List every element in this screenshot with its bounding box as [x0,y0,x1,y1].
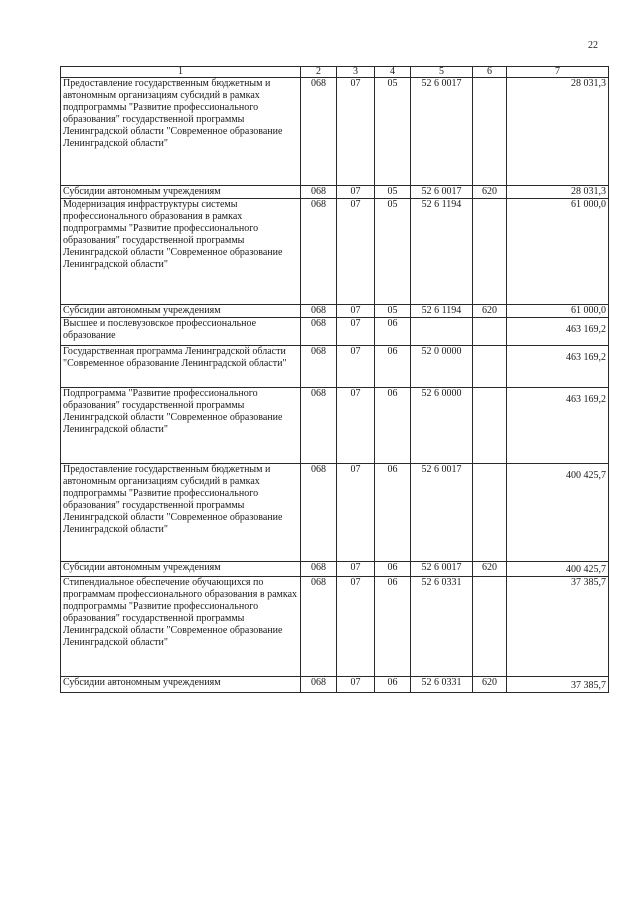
cell-target-article: 52 0 0000 [411,346,473,388]
cell-subsection: 06 [375,346,411,388]
row-name: Субсидии автономным учреждениям [61,562,301,577]
cell-expense-type [473,346,507,388]
cell-admin-code: 068 [301,346,337,388]
row-name: Предоставление государственным бюджетным и автономным организациям субсидий в рамках подпрограммы "Развитие профессионального образования" государственной программы Ленинградской области "Современное образование Ленинградской области" [61,78,301,186]
cell-amount: 37 385,7 [507,577,609,677]
page-number: 22 [588,40,598,51]
cell-section: 07 [337,577,375,677]
cell-amount: 28 031,3 [507,78,609,186]
cell-subsection: 06 [375,318,411,346]
cell-target-article: 52 6 0331 [411,677,473,693]
row-name: Государственная программа Ленинградской области "Современное образование Ленинградской области" [61,346,301,388]
cell-expense-type: 620 [473,305,507,318]
cell-admin-code: 068 [301,464,337,562]
cell-admin-code: 068 [301,388,337,464]
cell-subsection: 06 [375,464,411,562]
table-row [61,346,609,388]
cell-target-article: 52 6 0017 [411,464,473,562]
row-name: Субсидии автономным учреждениям [61,186,301,199]
header-col-3: 3 [337,67,375,78]
cell-expense-type [473,464,507,562]
cell-subsection: 05 [375,199,411,305]
row-name: Подпрограмма "Развитие профессионального образования" государственной программы Ленинградской области "Современное образование Ленинградской области" [61,388,301,464]
header-row [61,67,609,78]
cell-admin-code: 068 [301,562,337,577]
cell-expense-type [473,318,507,346]
cell-section: 07 [337,562,375,577]
row-name: Модернизация инфраструктуры системы профессионального образования в рамках подпрограммы "Развитие профессионального образования" государственной программы Ленинградской области "Современное образование Ленинградской области" [61,199,301,305]
cell-amount: 463 169,2 [507,388,609,464]
cell-subsection: 06 [375,562,411,577]
cell-target-article: 52 6 0017 [411,186,473,199]
cell-section: 07 [337,677,375,693]
cell-admin-code: 068 [301,677,337,693]
header-col-1: 1 [61,67,301,78]
cell-admin-code: 068 [301,186,337,199]
cell-admin-code: 068 [301,577,337,677]
cell-amount: 400 425,7 [507,464,609,562]
table-row [61,677,609,693]
header-col-2: 2 [301,67,337,78]
cell-admin-code: 068 [301,305,337,318]
table-row [61,318,609,346]
cell-amount: 400 425,7 [507,562,609,577]
cell-section: 07 [337,318,375,346]
cell-target-article: 52 6 0331 [411,577,473,677]
cell-subsection: 06 [375,577,411,677]
cell-target-article: 52 6 1194 [411,199,473,305]
row-name: Субсидии автономным учреждениям [61,305,301,318]
header-col-4: 4 [375,67,411,78]
cell-section: 07 [337,346,375,388]
table-row [61,199,609,305]
cell-admin-code: 068 [301,199,337,305]
cell-subsection: 05 [375,305,411,318]
table-row [61,577,609,677]
cell-section: 07 [337,388,375,464]
header-col-7: 7 [507,67,609,78]
table-row [61,305,609,318]
cell-admin-code: 068 [301,318,337,346]
cell-expense-type [473,199,507,305]
cell-amount: 28 031,3 [507,186,609,199]
budget-table [60,66,609,693]
cell-subsection: 05 [375,186,411,199]
cell-section: 07 [337,464,375,562]
cell-expense-type: 620 [473,186,507,199]
table-row [61,388,609,464]
header-col-5: 5 [411,67,473,78]
cell-admin-code: 068 [301,78,337,186]
cell-section: 07 [337,186,375,199]
cell-amount: 463 169,2 [507,318,609,346]
cell-expense-type [473,577,507,677]
cell-target-article: 52 6 0017 [411,78,473,186]
cell-section: 07 [337,305,375,318]
cell-target-article: 52 6 1194 [411,305,473,318]
cell-target-article: 52 6 0000 [411,388,473,464]
cell-target-article [411,318,473,346]
cell-amount: 61 000,0 [507,199,609,305]
cell-subsection: 05 [375,78,411,186]
row-name: Стипендиальное обеспечение обучающихся по программам профессионального образования в рамках подпрограммы "Развитие профессионального образования" государственной программы Ленинградской области "Современное образование Ленинградской области" [61,577,301,677]
cell-amount: 61 000,0 [507,305,609,318]
cell-amount: 463 169,2 [507,346,609,388]
cell-amount: 37 385,7 [507,677,609,693]
cell-subsection: 06 [375,388,411,464]
header-col-6: 6 [473,67,507,78]
table-row [61,464,609,562]
cell-section: 07 [337,199,375,305]
row-name: Субсидии автономным учреждениям [61,677,301,693]
row-name: Предоставление государственным бюджетным и автономным организациям субсидий в рамках подпрограммы "Развитие профессионального образования" государственной программы Ленинградской области "Современное образование Ленинградской области" [61,464,301,562]
row-name: Высшее и послевузовское профессиональное образование [61,318,301,346]
cell-expense-type [473,78,507,186]
cell-expense-type: 620 [473,677,507,693]
cell-section: 07 [337,78,375,186]
table-row [61,186,609,199]
table-row [61,562,609,577]
cell-target-article: 52 6 0017 [411,562,473,577]
cell-expense-type [473,388,507,464]
cell-expense-type: 620 [473,562,507,577]
cell-subsection: 06 [375,677,411,693]
table-row [61,78,609,186]
